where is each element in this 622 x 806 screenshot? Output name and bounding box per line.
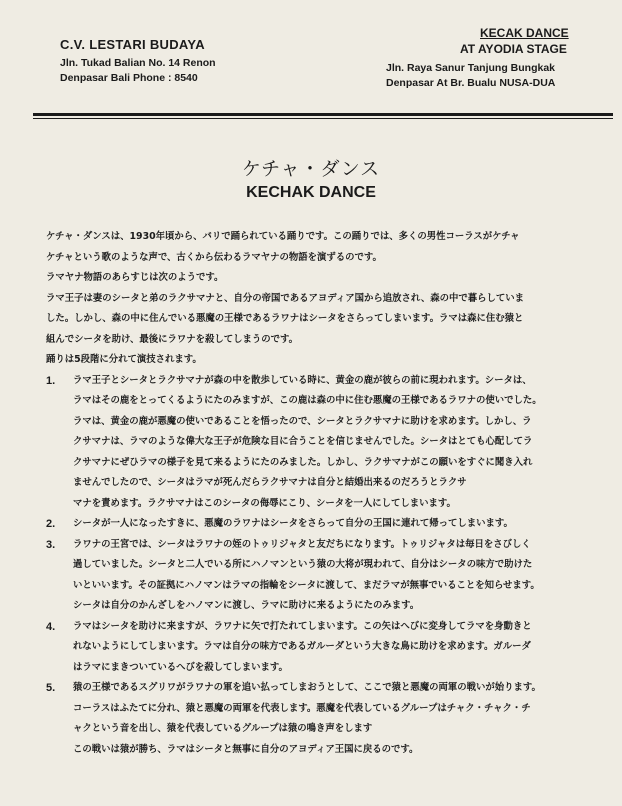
story-text	[46, 227, 586, 760]
act-line: ャクという音を出し、猿を代表しているグループは猿の鳴き声をします	[73, 723, 373, 734]
intro-line: ラマ王子は妻のシータと弟のラクサマナと、自分の帝国であるアヨディア国から追放され、森の中で暮らしていま	[46, 292, 524, 304]
intro-line: ケチャ・ダンスは、1930年頃から、バリで踊られている踊りです。この踊りでは、多くの男性コーラスがケチャ	[46, 231, 520, 242]
act-line: ラマ王子とシータとラクサマナが森の中を散歩している時に、黄金の鹿が彼らの前に現われます。シータは、	[73, 374, 532, 386]
act-item	[46, 371, 586, 515]
company-address: Jln. Tukad Balian No. 14 Renon	[60, 57, 216, 69]
japanese-title: ケチャ・ダンス	[241, 158, 381, 180]
act-line: ラワナの王宮では、シータはラワナの姪のトゥリジャタと友だちになります。トゥリジャタは毎日をさびしく	[73, 538, 531, 550]
act-line: れないようにしてしまいます。ラマは自分の味方であるガルーダという大きな鳥に助けを求めます。ガルーダ	[73, 641, 531, 652]
act-line: ラマは、黄金の鹿が悪魔の使いであることを悟ったので、シータとラクサマナに助けを求めます。しかし、ラ	[73, 415, 532, 427]
venue-address-city: Denpasar At Br. Bualu NUSA-DUA	[386, 77, 556, 89]
header-divider-thin	[33, 118, 613, 119]
act-item	[46, 535, 586, 617]
act-number: 4.	[46, 620, 56, 633]
intro-line: ケチャという歌のような声で、古くから伝わるラマヤナの物語を演ずるのです。	[46, 251, 382, 263]
act-number: 2.	[46, 518, 56, 530]
header-divider-thick	[33, 113, 613, 116]
event-venue: AT AYODIA STAGE	[460, 42, 567, 56]
company-city-phone: Denpasar Bali Phone : 8540	[60, 72, 198, 84]
act-line: 猿の王様であるスグリワがラワナの軍を追い払ってしまおうとして、ここで猿と悪魔の両軍の戦いが始ります。	[73, 682, 541, 693]
act-line: ラマはその鹿をとってくるようにたのみますが、この鹿は森の中に住む悪魔の王様であるラワナの使いでした。	[73, 395, 542, 406]
english-title: KECHAK DANCE	[246, 184, 376, 201]
act-line: ませんでしたので、シータはラマが死んだらラクサマナは自分と結婚出来るのだろうとラクサ	[73, 477, 467, 488]
act-number: 1.	[46, 374, 56, 387]
intro-line: ラマヤナ物語のあらすじは次のようです。	[46, 272, 224, 283]
company-name: C.V. LESTARI BUDAYA	[60, 37, 205, 52]
company-header	[60, 37, 216, 86]
act-item	[46, 617, 586, 679]
act-line: クサマナにぜひラマの様子を見て来るようにたのみました。しかし、ラクサマナがこの願いをすぐに聞き入れ	[73, 456, 533, 468]
intro-line: 踊りは5段階に分れて演技されます。	[46, 354, 202, 365]
act-line: この戦いは猿が勝ち、ラマはシータと無事に自分のアヨディア王国に戻るのです。	[73, 743, 419, 755]
act-line: シータが一人になったすきに、悪魔のラワナはシータをさらって自分の王国に連れて帰ってしまいます。	[73, 518, 513, 529]
act-item	[46, 678, 586, 760]
event-title: KECAK DANCE	[480, 26, 569, 40]
act-line: 過していました。シータと二人でいる所にハノマンという猿の大将が現われて、自分はシータの味方で助けた	[73, 559, 533, 570]
act-line: マナを責めます。ラクサマナはこのシータの侮辱にこり、シータを一人にしてしまいます。	[73, 497, 456, 509]
act-line: はラマにまきついているへびを殺してしまいます。	[73, 661, 288, 673]
act-item	[46, 514, 586, 535]
act-line: クサマナは、ラマのような偉大な王子が危険な目に合うことを信じませんでした。シータはとても心配してラ	[73, 436, 533, 447]
act-list	[46, 371, 586, 761]
venue-address-street: Jln. Raya Sanur Tanjung Bungkak	[386, 62, 556, 74]
act-number: 3.	[46, 538, 56, 551]
act-line: ラマはシータを助けに来ますが、ラワナに矢で打たれてしまいます。この矢はへびに変身してラマを身動きと	[73, 620, 532, 632]
act-line: コーラスはふたてに分れ、猿と悪魔の両軍を代表します。悪魔を代表しているグループはチャク・チャク・チ	[73, 702, 531, 714]
act-line: いといいます。その証拠にハノマンはラマの指輪をシータに渡して、まだラマが無事でいることを知らせます。	[73, 579, 540, 591]
intro-line: 組んでシータを助け、最後にラワナを殺してしまうのです。	[46, 333, 299, 345]
intro-line: した。しかし、森の中に住んでいる悪魔の王様であるラワナはシータをさらってしまいます。ラマは森に住む猿と	[46, 313, 524, 324]
act-line: シータは自分のかんざしをハノマンに渡し、ラマに助けに来るようにたのみます。	[73, 600, 420, 611]
act-number: 5.	[46, 682, 56, 694]
event-header	[386, 26, 569, 91]
